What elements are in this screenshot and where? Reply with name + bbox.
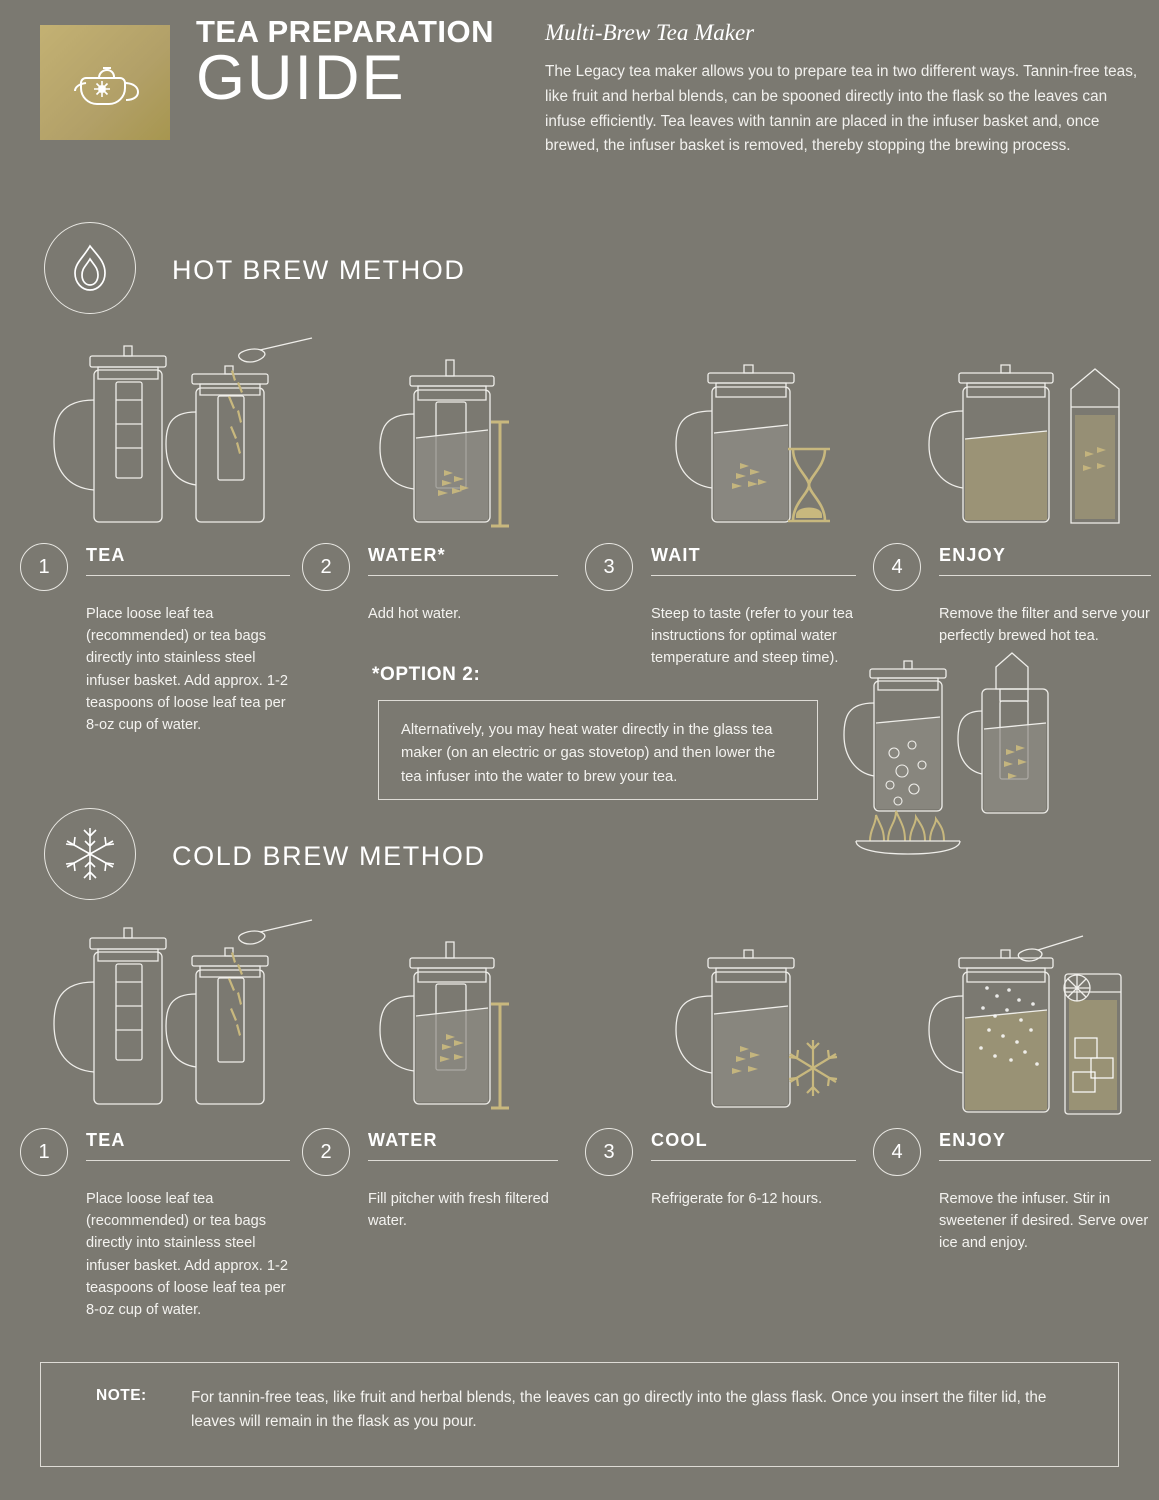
cold-step-2 — [302, 1128, 567, 1232]
hot-step-1-label: TEA — [86, 545, 126, 565]
cold-step-4-number: 4 — [873, 1128, 921, 1176]
illustration-option-2 — [830, 645, 1060, 860]
hot-step-3-body: Steep to taste (refer to your tea instructions for optimal water temperature and steep time). — [651, 606, 853, 667]
hot-brew-title: HOT BREW METHOD — [172, 255, 466, 285]
title-block — [196, 14, 516, 113]
divider — [651, 1160, 856, 1161]
hot-step-4-number: 4 — [873, 543, 921, 591]
hot-step-4-body: Remove the filter and serve your perfectly brewed hot tea. — [939, 606, 1150, 645]
hot-step-2 — [302, 543, 572, 625]
hot-step-2-label: WATER* — [368, 545, 446, 565]
cold-step-3-number: 3 — [585, 1128, 633, 1176]
note-box — [40, 1362, 1119, 1467]
note-label: NOTE: — [96, 1387, 147, 1404]
illustration-hot-step-4 — [925, 355, 1140, 535]
intro-title: Multi-Brew Tea Maker — [545, 20, 755, 45]
illustration-hot-step-1 — [20, 330, 300, 530]
note-text: For tannin-free teas, like fruit and herbal blends, the leaves can go directly into the glass flask. Once you insert the filter lid, the leaves will remain in the flask as you pour. — [191, 1389, 1047, 1431]
hot-step-4 — [873, 543, 1153, 647]
intro-text: The Legacy tea maker allows you to prepare tea in two different ways. Tannin-free teas, like fruit and herbal blends, can be spooned directly into the flask so the leaves can infuse efficiently. Tea leaves with tannin are placed in the infuser basket and, once brewed, the infuser basket is removed, thereby stopping the brewing process. — [545, 63, 1138, 155]
hot-step-4-label: ENJOY — [939, 545, 1007, 565]
divider — [651, 575, 856, 576]
divider — [368, 1160, 558, 1161]
cold-step-2-label: WATER — [368, 1130, 438, 1150]
hot-step-1-body: Place loose leaf tea (recommended) or tea bags directly into stainless steel infuser basket. Add approx. 1-2 teaspoons of loose leaf tea per 8-oz cup of water. — [86, 606, 289, 733]
cold-step-4-body: Remove the infuser. Stir in sweetener if desired. Serve over ice and enjoy. — [939, 1191, 1149, 1252]
divider — [86, 1160, 290, 1161]
cold-step-2-body: Fill pitcher with fresh filtered water. — [368, 1191, 549, 1230]
cold-step-1-number: 1 — [20, 1128, 68, 1176]
snowflake-icon — [789, 1040, 837, 1096]
hot-step-2-number: 2 — [302, 543, 350, 591]
divider — [939, 1160, 1151, 1161]
hot-step-2-body: Add hot water. — [368, 606, 462, 622]
hot-step-1 — [20, 543, 290, 736]
illustration-cold-step-4 — [925, 930, 1140, 1125]
cold-step-3 — [585, 1128, 870, 1210]
cold-step-4-label: ENJOY — [939, 1130, 1007, 1150]
hot-step-3-number: 3 — [585, 543, 633, 591]
cold-step-1-body: Place loose leaf tea (recommended) or tea bags directly into stainless steel infuser basket. Add approx. 1-2 teaspoons of loose leaf tea per 8-oz cup of water. — [86, 1191, 289, 1318]
cold-step-1-label: TEA — [86, 1130, 126, 1150]
snowflake-icon — [62, 826, 118, 882]
divider — [939, 575, 1151, 576]
cold-step-2-number: 2 — [302, 1128, 350, 1176]
hot-step-1-number: 1 — [20, 543, 68, 591]
divider — [368, 575, 558, 576]
cold-brew-badge — [44, 808, 136, 900]
illustration-cold-step-3 — [640, 940, 840, 1120]
cold-step-3-body: Refrigerate for 6-12 hours. — [651, 1191, 823, 1207]
header — [0, 0, 1159, 200]
page-title-line1: TEA PREPARATION — [196, 14, 494, 49]
option-2-text: Alternatively, you may heat water directly in the glass tea maker (on an electric or gas stovetop) and then lower the tea infuser into the water to brew your tea. — [401, 722, 776, 785]
illustration-cold-step-1 — [20, 912, 300, 1112]
cold-brew-title: COLD BREW METHOD — [172, 841, 486, 871]
flame-icon — [67, 242, 113, 294]
teapot-icon — [66, 52, 144, 114]
illustration-hot-step-2 — [360, 330, 560, 530]
hot-step-3-label: WAIT — [651, 545, 701, 565]
option-2-box — [378, 700, 818, 800]
page-title-line2: GUIDE — [196, 42, 406, 113]
illustration-cold-step-2 — [360, 912, 560, 1112]
hot-step-3 — [585, 543, 870, 670]
cold-step-4 — [873, 1128, 1158, 1255]
logo-badge — [40, 25, 170, 140]
intro-block — [545, 20, 1145, 159]
cold-step-1 — [20, 1128, 290, 1321]
option-2-title: *OPTION 2: — [372, 664, 481, 685]
divider — [86, 575, 290, 576]
cold-step-3-label: COOL — [651, 1130, 708, 1150]
hot-brew-badge — [44, 222, 136, 314]
illustration-hot-step-3 — [640, 355, 840, 535]
